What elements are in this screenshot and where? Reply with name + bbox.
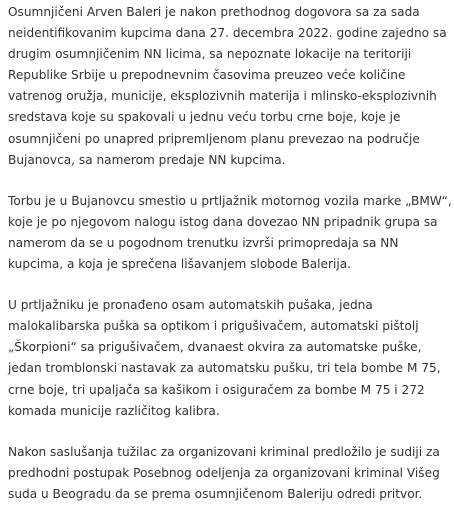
paragraph-line: suda u Beogradu da se prema osumnjičenom Baleriju odredi pritvor. [8,486,423,501]
paragraph-line: jedan tromblonski nastavak za automatsku pušku, tri tela bombe M 75, [8,361,441,376]
paragraph-4 [8,442,454,505]
paragraph-line: malokalibarska puška sa optikom i prigušivačem, automatski pištolj [8,319,419,334]
paragraph-line: neidentifikovanim kupcima dana 27. decembra 2022. godine zajedno sa [8,26,447,41]
paragraph-line: Republike Srbije u prepodnevnim časovima preuzeo veće količine [8,68,406,83]
paragraph-line: vatrenog oružja, municije, eksplozivnih materija i mlinsko-eksplozivnih [8,89,437,104]
paragraph-line: Bujanovca, sa namerom predaje NN kupcima. [8,152,286,167]
paragraph-line: osumnjičeni po unapred pripremljenom planu prevezao na područje [8,131,420,146]
paragraph-line: namerom da se u pogodnom trenutku izvrši primopredaja sa NN [8,235,399,250]
paragraph-line: koje je po njegovom nalogu istog dana dovezao NN pripadnik grupa sa [8,214,438,229]
paragraph-2 [8,191,454,275]
paragraph-line: Nakon saslušanja tužilac za organizovani kriminal predložilo je sudiji za [8,444,440,459]
paragraph-line: sredstava koje su spakovali u jednu veću torbu crne boje, koje je [8,110,401,125]
paragraph-line: Torbu je u Bujanovcu smestio u prtljažnik motornog vozila marke „BMW“, [8,193,452,208]
paragraph-line: „Škorpioni“ sa prigušivačem, dvanaest okvira za automatske puške, [8,340,422,355]
paragraph-line: Osumnjičeni Arven Baleri je nakon prethodnog dogovora sa za sada [8,5,420,19]
paragraph-line: kupcima, a koja je sprečena lišavanjem slobode Balerija. [8,257,352,272]
paragraph-line: drugim osumnjičenim NN licima, sa nepoznate lokacije na teritoriji [8,47,412,62]
paragraph-3 [8,295,454,422]
paragraph-line: predhodni postupak Posebnog odeljenja za organizovani kriminal Višeg [8,465,440,480]
paragraph-line: U prtljažniku je pronađeno osam automatskih pušaka, jedna [8,298,373,313]
paragraph-1 [8,2,454,171]
paragraph-line: komada municije različitog kalibra. [8,403,220,418]
paragraph-line: crne boje, tri upaljača sa kašikom i osiguračem za bombe M 75 i 272 [8,382,425,397]
article-body [8,2,454,505]
